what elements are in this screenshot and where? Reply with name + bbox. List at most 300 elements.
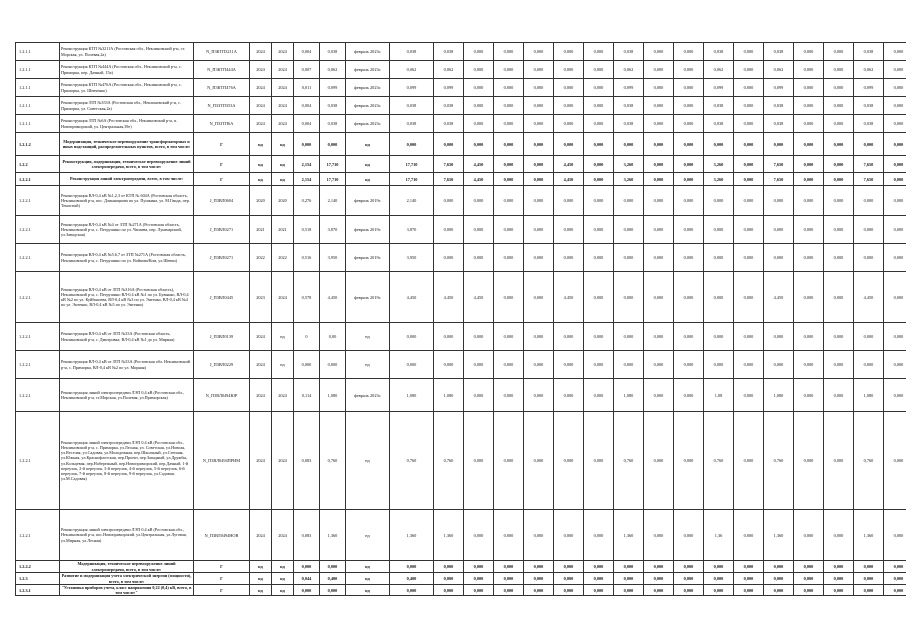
table-cell: 0,000 <box>854 186 884 216</box>
table-cell: 0,000 <box>674 510 704 561</box>
row-code-cell: 1.2.2.1 <box>16 323 60 351</box>
table-cell: 0,000 <box>824 323 854 351</box>
table-cell: 0,000 <box>464 133 494 156</box>
table-cell: 0,000 <box>390 561 434 573</box>
table-cell: 0,000 <box>524 244 554 272</box>
table-cell: 0,000 <box>824 133 854 156</box>
table-cell: 0,000 <box>644 61 674 79</box>
table-cell: 4,450 <box>320 272 346 323</box>
table-cell: 2024 <box>250 323 272 351</box>
table-cell: 0,000 <box>584 351 614 379</box>
table-cell: 0,000 <box>644 561 674 573</box>
table-cell: 0,760 <box>704 412 734 510</box>
row-code-cell: 1.2.2.1 <box>16 186 60 216</box>
table-cell: нд <box>272 561 294 573</box>
table-cell: 17,710 <box>390 156 434 173</box>
table-cell: 0,000 <box>734 186 764 216</box>
table-cell: 0,000 <box>764 244 794 272</box>
row-description-cell: Развитие и модернизация учета электрической энергии (мощности), всего, в том числе: <box>60 573 194 585</box>
table-row <box>16 216 906 244</box>
table-cell: Г <box>194 573 250 585</box>
table-row <box>16 573 906 585</box>
table-cell: 0,000 <box>524 186 554 216</box>
table-cell: 1,360 <box>390 510 434 561</box>
table-cell: 0,000 <box>644 133 674 156</box>
table-cell: 2024 <box>272 272 294 323</box>
table-row <box>16 510 906 561</box>
table-cell: 0,000 <box>614 186 644 216</box>
table-cell: 0,518 <box>294 216 320 244</box>
table-cell: 0,000 <box>584 510 614 561</box>
table-cell: 0,000 <box>554 561 584 573</box>
table-cell: 0,000 <box>794 79 824 97</box>
table-cell: 0,000 <box>884 351 906 379</box>
table-cell: 0,000 <box>584 133 614 156</box>
table-cell: 0,000 <box>674 173 704 186</box>
table-cell: 0,000 <box>584 97 614 115</box>
table-cell: 0,038 <box>854 115 884 133</box>
table-cell: 4,450 <box>464 272 494 323</box>
table-cell: 4,450 <box>554 173 584 186</box>
table-cell: 0,000 <box>734 216 764 244</box>
table-cell: 0,000 <box>584 43 614 61</box>
table-cell: 0,000 <box>294 585 320 596</box>
table-cell: 0,000 <box>704 585 734 596</box>
table-cell: 0,004 <box>294 43 320 61</box>
row-code-cell: 1.2.2.1 <box>16 272 60 323</box>
row-code-cell: 1.2.2.2 <box>16 561 60 573</box>
row-code-cell: 1.2.1.2 <box>16 133 60 156</box>
table-cell: 3,950 <box>390 244 434 272</box>
table-cell: 2020 <box>250 186 272 216</box>
table-cell: 0,000 <box>614 585 644 596</box>
table-cell: февраль 2019г. <box>346 244 390 272</box>
table-cell: 0,000 <box>584 79 614 97</box>
table-cell: 0,000 <box>524 79 554 97</box>
table-cell: 3,870 <box>390 216 434 244</box>
row-code-cell: 1.2.2 <box>16 156 60 173</box>
table-cell: 0,000 <box>674 585 704 596</box>
table-cell: 0,038 <box>764 97 794 115</box>
row-description-cell: Модернизация, техническое перевооружение линий электропередачи, всего, в том числе: <box>60 561 194 573</box>
table-cell: 0,400 <box>390 573 434 585</box>
row-description-cell: Реконструкция ЗТП №353А (Ростовская обл., Неклиновский р-н, с. Приморка, ул. Советская,2а) <box>60 97 194 115</box>
table-cell: 0,000 <box>824 115 854 133</box>
table-cell: 2024 <box>250 351 272 379</box>
table-cell: 0,000 <box>674 61 704 79</box>
table-cell: 0,000 <box>434 133 464 156</box>
table-cell: нд <box>250 156 272 173</box>
row-description-cell: Реконструкция ВЛ-0,4 кВ от ЗТП №316А (Ростовская область), Неклиновский р-н, с. Петрушино ВЛ-0,4 кВ №1 по ул. Бувынко, ВЛ-0,4 кВ №2 по ул. Куйбышева, ВЛ-0,4 кВ №3 по ул. Энтенко, ВЛ-0,4 кВ №4 по ул. Энтенко, ВЛ-0,4 кВ №5 по ул. Энтенко) <box>60 272 194 323</box>
table-cell: 0,000 <box>644 573 674 585</box>
table-cell: 17,710 <box>320 173 346 186</box>
table-cell: 0,038 <box>390 43 434 61</box>
table-cell: 4,450 <box>390 272 434 323</box>
table-cell: 0,000 <box>524 272 554 323</box>
table-cell: Г <box>194 156 250 173</box>
table-row <box>16 323 906 351</box>
table-cell: 4,450 <box>464 156 494 173</box>
table-cell: 0,000 <box>464 573 494 585</box>
table-cell: 0,000 <box>494 379 524 412</box>
table-cell: 0,000 <box>824 97 854 115</box>
table-cell: N_П3ВЛ0494НОВ <box>194 510 250 561</box>
row-code-cell: 1.2.1.1 <box>16 115 60 133</box>
table-cell: 0,000 <box>554 79 584 97</box>
table-cell: 0,000 <box>704 272 734 323</box>
table-cell: 0,000 <box>734 173 764 186</box>
table-cell: Г <box>194 133 250 156</box>
table-cell: 0,000 <box>674 351 704 379</box>
table-cell: 0,000 <box>554 115 584 133</box>
table-cell: 4,450 <box>554 156 584 173</box>
table-cell: 0,000 <box>824 186 854 216</box>
table-cell: 0,004 <box>294 97 320 115</box>
table-cell: 0,004 <box>294 115 320 133</box>
table-cell: 0,000 <box>824 351 854 379</box>
table-cell: 0,038 <box>854 43 884 61</box>
table-row <box>16 379 906 412</box>
table-cell: 0,000 <box>644 186 674 216</box>
table-cell: 0,000 <box>554 216 584 244</box>
table-cell: 0,038 <box>854 97 884 115</box>
table-cell: Г <box>194 173 250 186</box>
table-cell: 0,000 <box>584 115 614 133</box>
table-cell: 0,000 <box>464 216 494 244</box>
table-cell: февраль 2023г. <box>346 115 390 133</box>
row-code-cell: 1.2.2.1 <box>16 173 60 186</box>
table-cell: 2021 <box>250 216 272 244</box>
table-cell: 0,000 <box>554 133 584 156</box>
table-cell: 0,000 <box>734 115 764 133</box>
table-cell: 0,000 <box>524 216 554 244</box>
table-cell: 0,000 <box>794 173 824 186</box>
table-cell: 0,000 <box>734 323 764 351</box>
table-cell: 0,276 <box>294 186 320 216</box>
table-cell: 0,000 <box>734 412 764 510</box>
table-cell: 0,000 <box>764 133 794 156</box>
table-cell: 0,000 <box>854 585 884 596</box>
table-cell: 0,000 <box>764 216 794 244</box>
table-cell: 0,038 <box>614 97 644 115</box>
table-cell: 2020 <box>272 186 294 216</box>
table-cell: 0,000 <box>734 561 764 573</box>
table-cell: 0,000 <box>494 216 524 244</box>
table-cell: 0,000 <box>884 573 906 585</box>
table-row <box>16 156 906 173</box>
table-cell: 0,000 <box>674 133 704 156</box>
table-cell: 0,000 <box>764 573 794 585</box>
table-cell: 0,038 <box>764 115 794 133</box>
table-cell: 0,000 <box>320 561 346 573</box>
table-cell: 17,710 <box>390 173 434 186</box>
table-cell: J_П3ВЛ0229 <box>194 351 250 379</box>
table-cell: 1,360 <box>614 510 644 561</box>
table-cell: 0,000 <box>824 272 854 323</box>
table-cell: нд <box>346 173 390 186</box>
table-cell: 0,000 <box>464 115 494 133</box>
table-cell: 0,000 <box>854 244 884 272</box>
row-code-cell: 1.2.2.1 <box>16 510 60 561</box>
table-cell: 0,099 <box>854 79 884 97</box>
table-cell: 0,400 <box>320 573 346 585</box>
table-cell: 2024 <box>272 97 294 115</box>
table-cell: нд <box>250 585 272 596</box>
table-cell: 0,000 <box>584 216 614 244</box>
table-cell: 0,000 <box>464 379 494 412</box>
table-cell: нд <box>346 573 390 585</box>
table-cell: 0,062 <box>704 61 734 79</box>
investment-program-table <box>15 42 906 596</box>
table-cell: 0,000 <box>434 323 464 351</box>
table-cell: 0,000 <box>614 561 644 573</box>
table-cell: 0,000 <box>584 156 614 173</box>
table-cell: 7,650 <box>854 173 884 186</box>
table-cell: 0,000 <box>794 573 824 585</box>
table-cell: 4,450 <box>434 272 464 323</box>
table-cell: 0,000 <box>320 351 346 379</box>
table-cell: 2022 <box>250 244 272 272</box>
table-cell: 0,000 <box>794 244 824 272</box>
table-cell: 0,000 <box>884 97 906 115</box>
table-cell: 0,000 <box>464 510 494 561</box>
table-cell: 0,000 <box>764 351 794 379</box>
table-cell: 0,000 <box>854 323 884 351</box>
table-cell: 0,062 <box>434 61 464 79</box>
table-cell: 0,000 <box>494 412 524 510</box>
table-cell: 2024 <box>250 61 272 79</box>
table-cell: 2024 <box>250 379 272 412</box>
table-cell: 0,000 <box>434 573 464 585</box>
table-cell: 0,000 <box>644 585 674 596</box>
table-cell: 0,000 <box>824 216 854 244</box>
table-cell: 0,000 <box>554 573 584 585</box>
table-cell: 0,000 <box>464 97 494 115</box>
table-cell: 0,000 <box>434 585 464 596</box>
table-cell: февраль 2019г. <box>346 186 390 216</box>
table-cell: 2024 <box>250 412 272 510</box>
table-cell: 1,360 <box>434 510 464 561</box>
table-cell: 0,000 <box>644 156 674 173</box>
table-cell: 0,000 <box>464 61 494 79</box>
table-cell: 0,000 <box>674 115 704 133</box>
row-description-cell: Реконструкция ВЛ-0,4 кВ №1,2,3 от КТП № 604А (Ростовская область, Неклиновский р-н, пос. Длинноцкова по ул. Пушкина, ул. М.Гвида, пер. Тенистый) <box>60 186 194 216</box>
table-cell: 0,000 <box>704 133 734 156</box>
table-cell: 0,000 <box>434 244 464 272</box>
table-cell: 1,08 <box>704 379 734 412</box>
table-row <box>16 79 906 97</box>
table-cell: 0,062 <box>764 61 794 79</box>
table-row <box>16 97 906 115</box>
table-cell: 0,000 <box>824 173 854 186</box>
table-cell: 0,000 <box>674 561 704 573</box>
table-cell: 0,000 <box>674 323 704 351</box>
row-description-cell: Реконструкция КТП №476А (Ростовская обл., Неклиновский р-н, с. Приморка, ул. Шевченко) <box>60 79 194 97</box>
table-cell: 0,000 <box>494 43 524 61</box>
table-cell: 2021 <box>272 216 294 244</box>
table-cell: 1,080 <box>390 379 434 412</box>
table-cell: нд <box>272 323 294 351</box>
table-cell: 0,000 <box>824 561 854 573</box>
table-cell: 2024 <box>272 412 294 510</box>
table-cell: 3,260 <box>704 173 734 186</box>
table-cell: 3,260 <box>614 156 644 173</box>
table-cell: 0,000 <box>494 115 524 133</box>
table-cell: 0,038 <box>320 97 346 115</box>
table-cell: 0,000 <box>644 216 674 244</box>
table-cell: 0,000 <box>794 412 824 510</box>
table-cell: 0,083 <box>294 412 320 510</box>
table-cell: 0,000 <box>884 133 906 156</box>
table-row <box>16 412 906 510</box>
table-cell: 0,038 <box>390 115 434 133</box>
row-description-cell: Реконструкция линий электропередачи ЛЭП 0,4 кВ (Ростовская обл., Неклиновский р-н, с. Приморка, ул.Лесная, ул. Советская, ул.Новоая, ул.Веселая, ул.Садовая, ул.Молодежная, пер.Школьный, ул.Степная, ул.Южная, ул.Краснофлотская, пер.Проект, пер.Западный, ул.Дружбы, ул.Кольцевая, пер.Набережный, пер.Новоприморский, пер.Дачный, 1-й переулок, 2-й переулок, 3-й переулок, 4-й переулок, 5-й переулок, 6-й переулок, 7-й переулок, 8-й переулок, 9-й переулок, ул.Садовая, ул.М.Садовая) <box>60 412 194 510</box>
table-cell: 0,000 <box>320 133 346 156</box>
table-cell: нд <box>346 585 390 596</box>
table-cell: 0,000 <box>884 115 906 133</box>
table-cell: Г <box>194 561 250 573</box>
table-cell: 0,000 <box>434 186 464 216</box>
table-cell: 2024 <box>272 79 294 97</box>
table-cell: 0,044 <box>294 573 320 585</box>
table-cell: нд <box>272 585 294 596</box>
table-cell: 0,000 <box>294 561 320 573</box>
row-description-cell: Реконструкция линий электропередачи ЛЭП 0,4 кВ (Ростовская обл., Неклиновский р-н, пос.Новоприморский, ул.Центральная, ул.Луговая, ул.Мирная, ул.Лесная) <box>60 510 194 561</box>
table-cell: 0,000 <box>794 133 824 156</box>
table-cell: 0,578 <box>294 272 320 323</box>
table-cell: 0,000 <box>884 244 906 272</box>
table-cell: 2024 <box>250 510 272 561</box>
table-cell: 0,000 <box>584 173 614 186</box>
table-cell: 0,760 <box>390 412 434 510</box>
table-cell: 0 <box>294 323 320 351</box>
table-cell: 0,000 <box>614 133 644 156</box>
table-cell: 0,000 <box>794 61 824 79</box>
table-cell: 0,000 <box>524 323 554 351</box>
table-cell: 0,000 <box>644 510 674 561</box>
row-description-cell: Реконструкция ВЛ-0,4 кВ от ЗТП №33А (Ростовская обл. Неклиновский р-н, с. Приморка, ВЛ-0,4 кВ №2 по ул. Мирная) <box>60 351 194 379</box>
table-cell: 0,000 <box>884 379 906 412</box>
table-cell: 0,000 <box>320 585 346 596</box>
table-cell: 0,000 <box>584 585 614 596</box>
table-cell: февраль 2023г. <box>346 379 390 412</box>
table-cell: N_П3ВЛ0494ПРИМ <box>194 412 250 510</box>
table-row <box>16 133 906 156</box>
table-cell: 7,650 <box>434 156 464 173</box>
table-cell: 2,140 <box>390 186 434 216</box>
table-cell: 0,000 <box>494 186 524 216</box>
row-code-cell: 1.2.2.1 <box>16 351 60 379</box>
table-cell: 0,000 <box>674 43 704 61</box>
table-cell: 0,000 <box>794 323 824 351</box>
table-cell: 4,450 <box>554 272 584 323</box>
table-cell: 0,000 <box>674 156 704 173</box>
table-cell: 0,000 <box>494 156 524 173</box>
table-row <box>16 173 906 186</box>
table-cell: 0,000 <box>554 323 584 351</box>
row-description-cell: Реконструкция, модернизация, техническое перевооружение линий электропередачи, всего, в том числе: <box>60 156 194 173</box>
table-cell: 0,000 <box>644 115 674 133</box>
table-cell: нд <box>346 510 390 561</box>
table-cell: 0,000 <box>524 61 554 79</box>
table-cell: нд <box>272 133 294 156</box>
table-cell: 0,000 <box>794 585 824 596</box>
table-row <box>16 61 906 79</box>
table-cell: 0,062 <box>614 61 644 79</box>
table-cell: N_П3КТП476А <box>194 79 250 97</box>
table-cell: 0,000 <box>794 186 824 216</box>
table-cell: февраль 2023г. <box>346 61 390 79</box>
table-cell: 0,000 <box>764 186 794 216</box>
table-cell: 0,000 <box>584 561 614 573</box>
table-cell: 0,000 <box>884 61 906 79</box>
table-cell: 0,000 <box>524 510 554 561</box>
table-cell: 0,000 <box>524 156 554 173</box>
table-cell: нд <box>272 351 294 379</box>
table-cell: 0,000 <box>554 379 584 412</box>
table-cell: нд <box>272 173 294 186</box>
table-cell: 0,038 <box>390 97 434 115</box>
table-cell: 0,000 <box>824 510 854 561</box>
table-cell: 0,000 <box>884 173 906 186</box>
row-description-cell: Модернизация, техническое перевооружение трансформаторных и иных подстанций, распределительных пунктов, всего, в том числе: <box>60 133 194 156</box>
table-cell: 0,000 <box>704 244 734 272</box>
table-cell: нд <box>250 173 272 186</box>
table-cell: 0,000 <box>494 79 524 97</box>
table-cell: нд <box>272 573 294 585</box>
row-description-cell: Реконструкция КТП №444А (Ростовская обл., Неклиновский р-н, с. Приморка, пер. Дачный, 15а) <box>60 61 194 79</box>
table-cell: 0,000 <box>704 216 734 244</box>
table-cell: 0,000 <box>644 351 674 379</box>
table-cell: 0,000 <box>674 97 704 115</box>
table-cell: 0,00 <box>320 323 346 351</box>
table-cell: 0,000 <box>884 272 906 323</box>
table-cell: 0,760 <box>434 412 464 510</box>
table-cell: 1,36 <box>704 510 734 561</box>
table-cell: 0,000 <box>584 61 614 79</box>
table-cell: 4,450 <box>764 272 794 323</box>
table-cell: 0,062 <box>854 61 884 79</box>
table-cell: 0,000 <box>884 323 906 351</box>
table-cell: 0,038 <box>704 115 734 133</box>
table-cell: 0,099 <box>704 79 734 97</box>
table-row <box>16 351 906 379</box>
table-cell: 2022 <box>272 244 294 272</box>
table-cell: 0,000 <box>614 323 644 351</box>
table-cell: 0,000 <box>674 272 704 323</box>
table-cell: 0,000 <box>854 573 884 585</box>
table-cell: 2023 <box>250 272 272 323</box>
table-cell: 0,000 <box>524 573 554 585</box>
table-cell: 0,000 <box>854 561 884 573</box>
table-cell: 0,000 <box>734 97 764 115</box>
table-cell: 1,360 <box>320 510 346 561</box>
table-cell: 1,360 <box>854 510 884 561</box>
table-cell: 0,000 <box>464 186 494 216</box>
table-cell: 0,000 <box>294 133 320 156</box>
table-cell: J_П3ВЛ0604 <box>194 186 250 216</box>
row-description-cell: Реконструкция ВЛ-0,4 кВ от ЗТП №33А (Ростовская область, Неклиновский р-н, с. Дмитровка, ВЛ-0,4 кВ №1 до ул. Мирная) <box>60 323 194 351</box>
table-row <box>16 244 906 272</box>
table-cell: 0,038 <box>614 115 644 133</box>
row-code-cell: 1.2.3 <box>16 573 60 585</box>
table-cell: 7,650 <box>764 156 794 173</box>
table-cell: нд <box>346 351 390 379</box>
table-cell: 7,650 <box>764 173 794 186</box>
table-cell: 0,000 <box>674 79 704 97</box>
table-cell: нд <box>346 133 390 156</box>
table-cell: 0,000 <box>494 351 524 379</box>
